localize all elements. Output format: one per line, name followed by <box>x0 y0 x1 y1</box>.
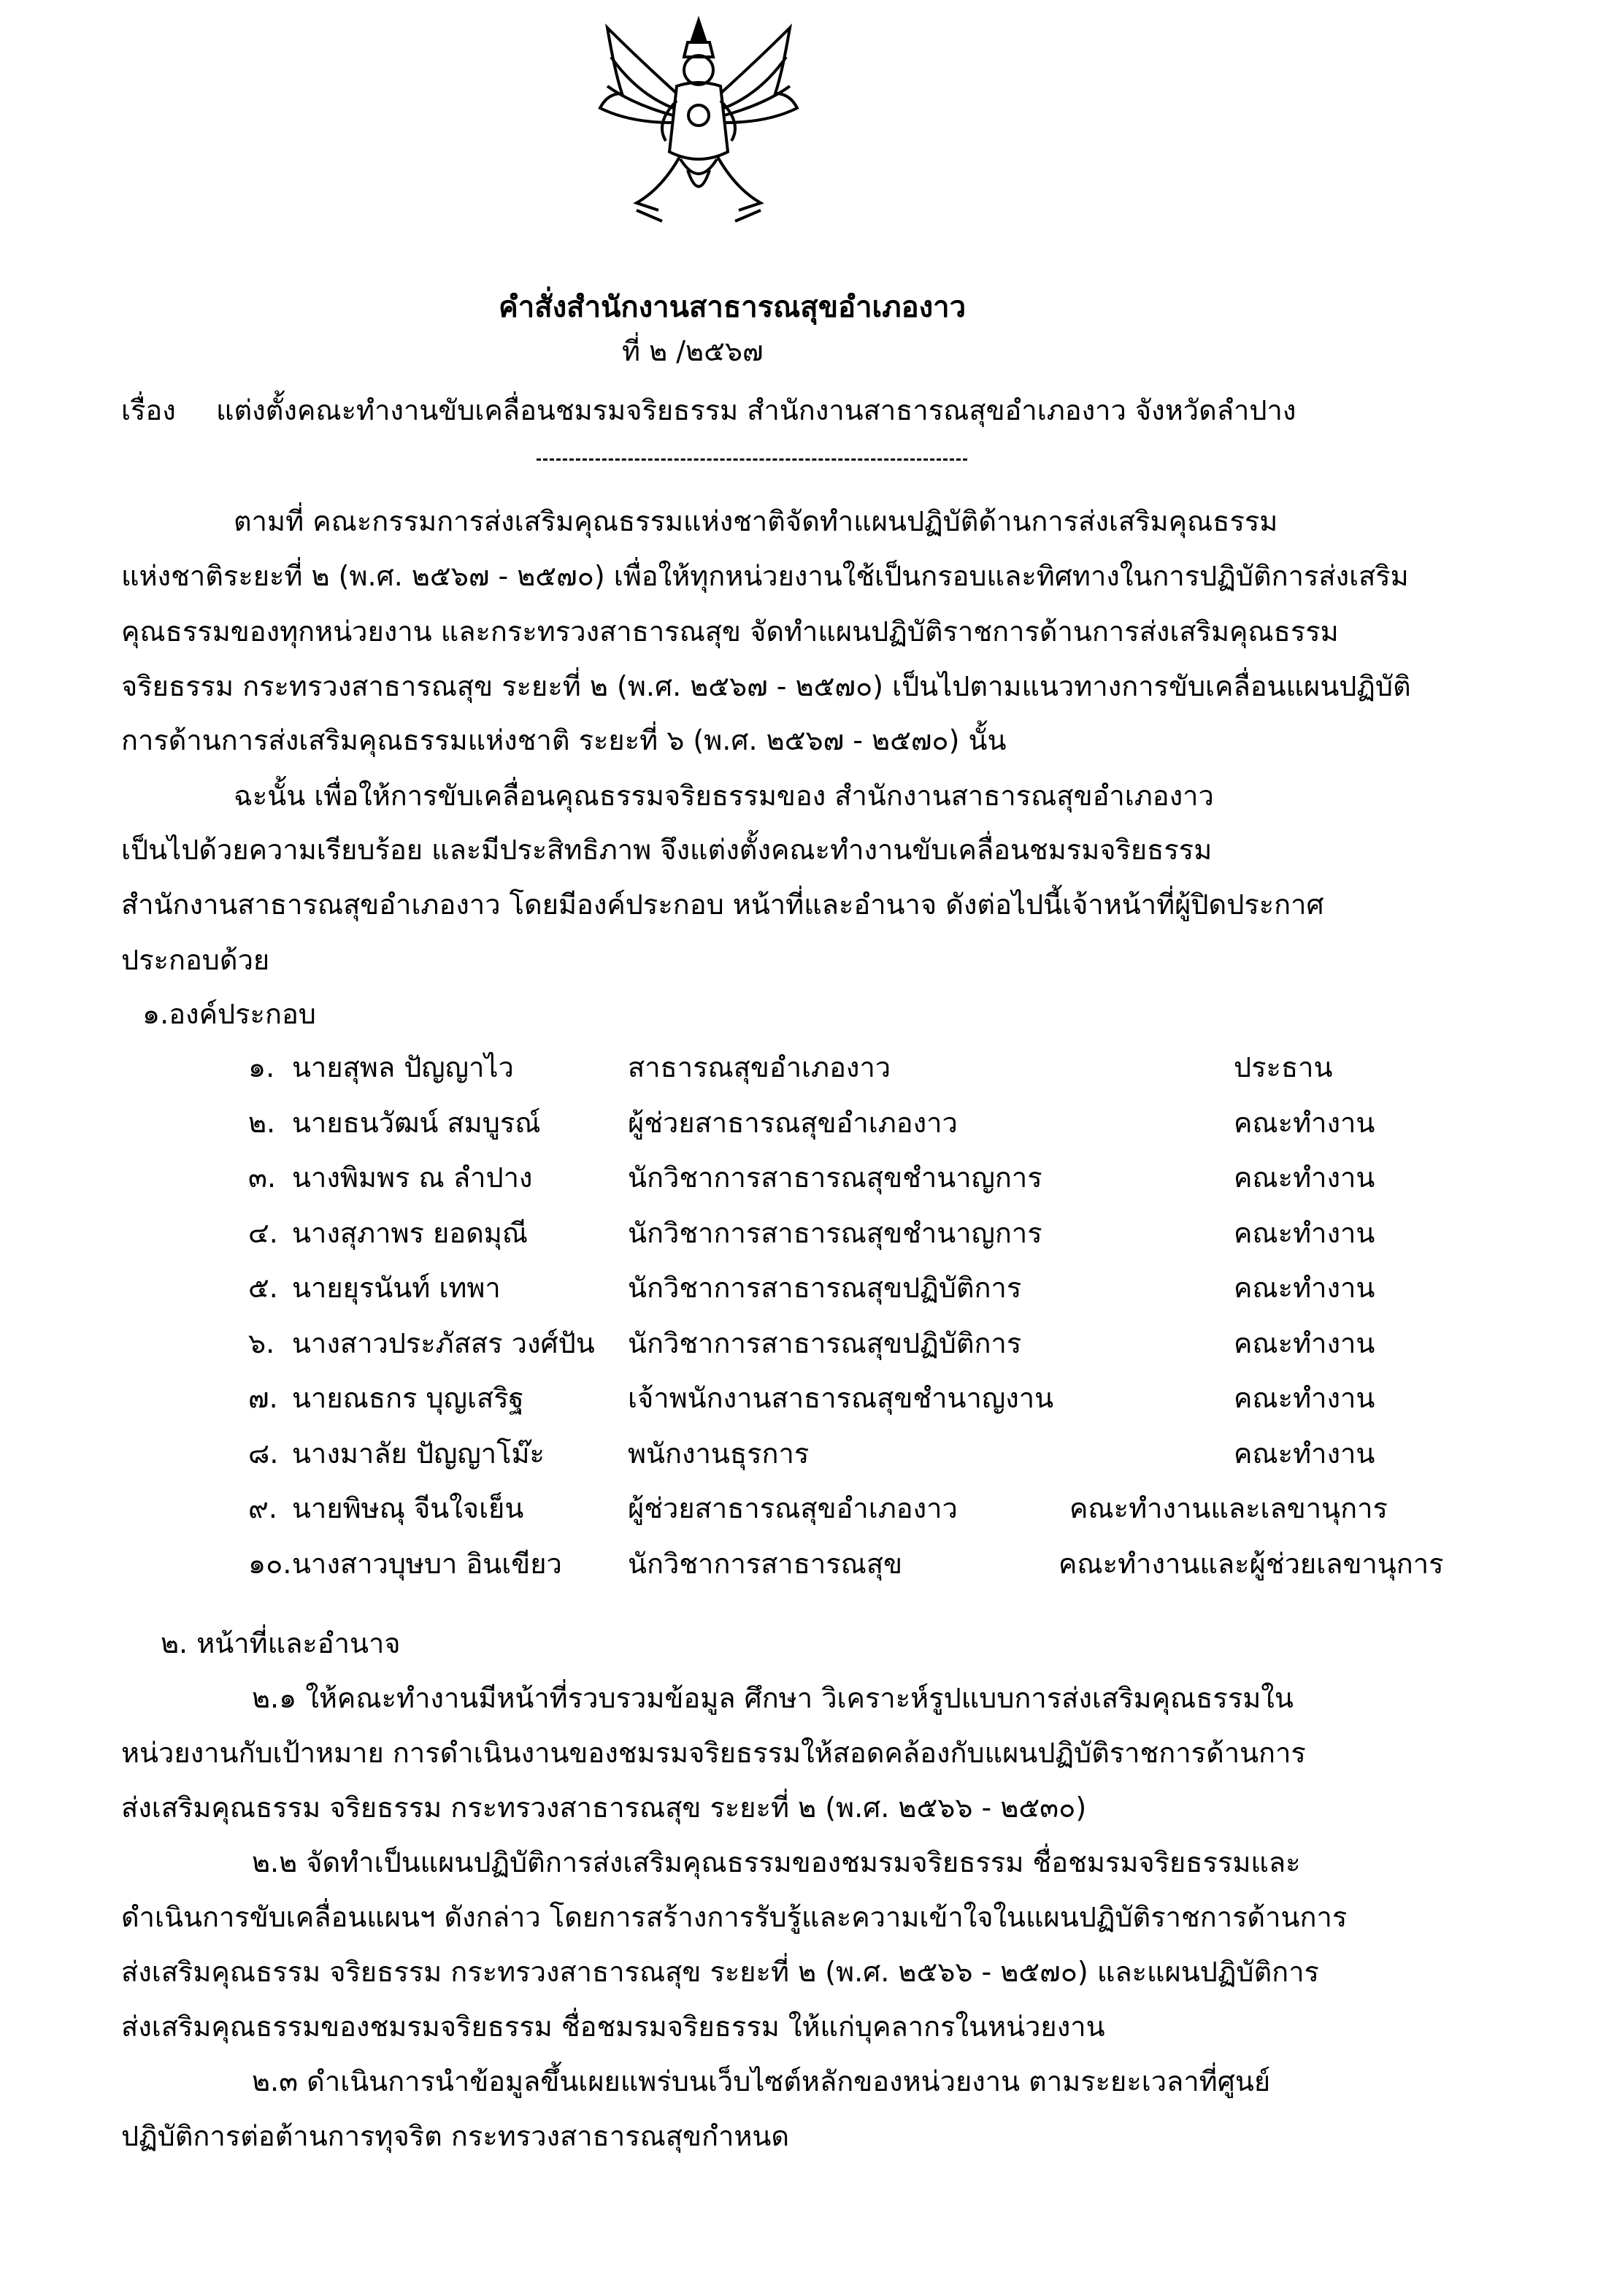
member-role: คณะทำงาน <box>1234 1162 1375 1194</box>
intro-p2-line1: ฉะนั้น เพื่อให้การขับเคลื่อนคุณธรรมจริยธรรมของ สำนักงานสาธารณสุขอำเภองาว <box>234 780 1214 812</box>
member-role: คณะทำงาน <box>1234 1217 1375 1249</box>
member-number: ๗. <box>248 1382 278 1414</box>
member-number: ๕. <box>248 1272 278 1304</box>
member-number: ๑. <box>248 1051 275 1083</box>
member-position: นักวิชาการสาธารณสุขปฏิบัติการ <box>628 1272 1022 1304</box>
member-name: นายณธกร บุญเสริฐ <box>292 1382 524 1414</box>
item-2-2-line2: ดำเนินการขับเคลื่อนแผนฯ ดังกล่าว โดยการสร้างการรับรู้และความเข้าใจในแผนปฏิบัติราชการด้านการ <box>121 1901 1348 1933</box>
section1-heading: ๑.องค์ประกอบ <box>142 998 316 1030</box>
intro-p1-line5: การด้านการส่งเสริมคุณธรรมแห่งชาติ ระยะที่ ๖ (พ.ศ. ๒๕๖๗ - ๒๕๗๐) นั้น <box>121 724 1007 756</box>
member-name: นางพิมพร ณ ลำปาง <box>292 1162 533 1194</box>
member-position: นักวิชาการสาธารณสุข <box>628 1548 903 1580</box>
subject-label: เรื่อง <box>121 394 176 426</box>
member-role: คณะทำงาน <box>1234 1272 1375 1304</box>
item-2-2-line3: ส่งเสริมคุณธรรม จริยธรรม กระทรวงสาธารณสุข ระยะที่ ๒ (พ.ศ. ๒๕๖๖ - ๒๕๗๐) และแผนปฏิบัติการ <box>121 1956 1319 1988</box>
member-number: ๓. <box>248 1162 277 1194</box>
section2-heading: ๒. หน้าที่และอำนาจ <box>161 1627 401 1659</box>
item-2-3-line2: ปฏิบัติการต่อต้านการทุจริต กระทรวงสาธารณสุขกำหนด <box>121 2120 790 2152</box>
item-2-1-line2: หน่วยงานกับเป้าหมาย การดำเนินงานของชมรมจริยธรรมให้สอดคล้องกับแผนปฏิบัติราชการด้านการ <box>121 1737 1306 1769</box>
member-role: คณะทำงานและเลขานุการ <box>1069 1492 1388 1524</box>
member-number: ๒. <box>248 1107 276 1139</box>
member-number: ๔. <box>248 1217 278 1249</box>
subject-text: แต่งตั้งคณะทำงานขับเคลื่อนชมรมจริยธรรม สำนักงานสาธารณสุขอำเภองาว จังหวัดลำปาง <box>216 394 1296 426</box>
intro-p1-line3: คุณธรรมของทุกหน่วยงาน และกระทรวงสาธารณสุข จัดทำแผนปฏิบัติราชการด้านการส่งเสริมคุณธรรม <box>121 615 1339 648</box>
item-2-1-line1: ๒.๑ ให้คณะทำงานมีหน้าที่รวบรวมข้อมูล ศึกษา วิเคราะห์รูปแบบการส่งเสริมคุณธรรมใน <box>252 1682 1294 1714</box>
separator-line <box>537 458 967 461</box>
member-position: นักวิชาการสาธารณสุขชำนาญการ <box>628 1217 1042 1249</box>
member-name: นายสุพล ปัญญาไว <box>292 1051 514 1083</box>
member-name: นางมาลัย ปัญญาโม๊ะ <box>292 1437 545 1470</box>
document-title: คำสั่งสำนักงานสาธารณสุขอำเภองาว <box>499 291 967 324</box>
intro-p1-line2: แห่งชาติระยะที่ ๒ (พ.ศ. ๒๕๖๗ - ๒๕๗๐) เพื่อให้ทุกหน่วยงานใช้เป็นกรอบและทิศทางในการปฏิบัติการส่งเสริม <box>121 560 1409 592</box>
member-position: นักวิชาการสาธารณสุขปฏิบัติการ <box>628 1327 1022 1359</box>
member-role: คณะทำงาน <box>1234 1437 1375 1470</box>
member-name: นางสาวบุษบา อินเขียว <box>292 1548 562 1580</box>
member-name: นายพิษณุ จีนใจเย็น <box>292 1492 524 1524</box>
item-2-2-line1: ๒.๒ จัดทำเป็นแผนปฏิบัติการส่งเสริมคุณธรรมของชมรมจริยธรรม ชื่อชมรมจริยธรรมและ <box>252 1846 1301 1878</box>
member-name: นางสุภาพร ยอดมุณี <box>292 1217 529 1249</box>
member-role: ประธาน <box>1234 1051 1333 1083</box>
member-name: นายยุรนันท์ เทพา <box>292 1272 501 1304</box>
member-number: ๘. <box>248 1437 279 1470</box>
intro-p1-line1: ตามที่ คณะกรรมการส่งเสริมคุณธรรมแห่งชาติจัดทำแผนปฏิบัติด้านการส่งเสริมคุณธรรม <box>234 505 1278 537</box>
member-position: สาธารณสุขอำเภองาว <box>628 1051 891 1083</box>
member-position: พนักงานธุรการ <box>628 1437 810 1470</box>
item-2-2-line4: ส่งเสริมคุณธรรมของชมรมจริยธรรม ชื่อชมรมจริยธรรม ให้แก่บุคลากรในหน่วยงาน <box>121 2011 1105 2043</box>
intro-p2-line4: ประกอบด้วย <box>121 944 270 976</box>
member-name: นางสาวประภัสสร วงศ์ปัน <box>292 1327 595 1359</box>
member-number: ๖. <box>248 1327 275 1359</box>
member-role: คณะทำงาน <box>1234 1107 1375 1139</box>
item-2-3-line1: ๒.๓ ดำเนินการนำข้อมูลขึ้นเผยแพร่บนเว็บไซต์หลักของหน่วยงาน ตามระยะเวลาที่ศูนย์ <box>252 2065 1271 2097</box>
member-name: นายธนวัฒน์ สมบูรณ์ <box>292 1107 541 1139</box>
member-role: คณะทำงาน <box>1234 1327 1375 1359</box>
member-position: ผู้ช่วยสาธารณสุขอำเภองาว <box>628 1492 958 1524</box>
member-position: นักวิชาการสาธารณสุขชำนาญการ <box>628 1162 1042 1194</box>
item-2-1-line3: ส่งเสริมคุณธรรม จริยธรรม กระทรวงสาธารณสุข ระยะที่ ๒ (พ.ศ. ๒๕๖๖ - ๒๕๓๐) <box>121 1792 1087 1824</box>
intro-p2-line2: เป็นไปด้วยความเรียบร้อย และมีประสิทธิภาพ จึงแต่งตั้งคณะทำงานขับเคลื่อนชมรมจริยธรรม <box>121 834 1213 866</box>
document-number: ที่ ๒ /๒๕๖๗ <box>622 335 764 367</box>
member-role: คณะทำงานและผู้ช่วยเลขานุการ <box>1058 1548 1444 1580</box>
member-number: ๑๐. <box>248 1548 292 1580</box>
intro-p2-line3: สำนักงานสาธารณสุขอำเภองาว โดยมีองค์ประกอบ หน้าที่และอำนาจ ดังต่อไปนี้เจ้าหน้าที่ผู้ปิดประกาศ <box>121 888 1324 921</box>
member-position: เจ้าพนักงานสาธารณสุขชำนาญงาน <box>628 1382 1054 1414</box>
intro-p1-line4: จริยธรรม กระทรวงสาธารณสุข ระยะที่ ๒ (พ.ศ. ๒๕๖๗ - ๒๕๗๐) เป็นไปตามแนวทางการขับเคลื่อนแผนปฏิบัติ <box>121 670 1411 702</box>
garuda-emblem <box>593 13 804 232</box>
member-number: ๙. <box>248 1492 277 1524</box>
member-position: ผู้ช่วยสาธารณสุขอำเภองาว <box>628 1107 958 1139</box>
member-role: คณะทำงาน <box>1234 1382 1375 1414</box>
